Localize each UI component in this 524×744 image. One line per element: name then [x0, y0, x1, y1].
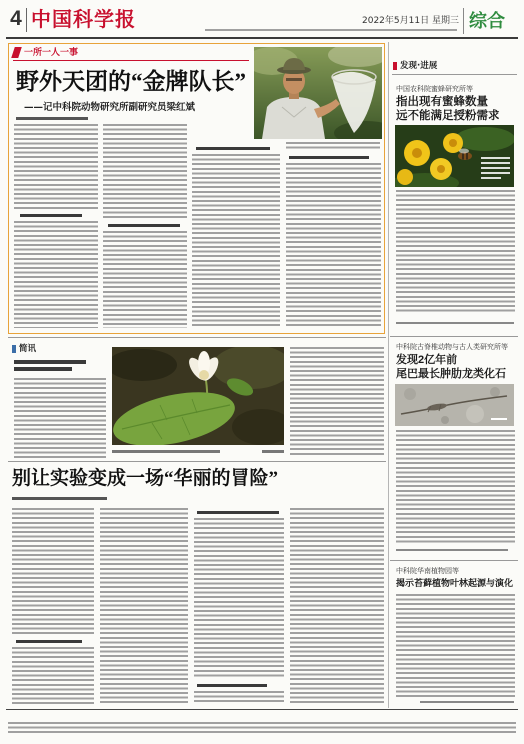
sidebar-rule-2	[390, 560, 518, 561]
news2-headline-line1: 发现2亿年前	[396, 354, 458, 366]
header-rule	[6, 37, 518, 39]
news3-doi-line	[420, 701, 514, 703]
column-label: 一所一人一事	[24, 48, 79, 58]
news2-body	[396, 430, 515, 545]
flower-photo-caption	[112, 450, 220, 453]
brief-headline-line1	[14, 360, 86, 364]
brief-label-marker	[12, 345, 16, 353]
column-divider	[388, 42, 389, 708]
bee-photo	[395, 125, 514, 187]
news1-headline-line1: 指出现有蜜蜂数量	[396, 96, 488, 108]
feature-subhead-2	[108, 224, 180, 227]
column-label-rule	[13, 60, 249, 61]
footer-info	[8, 722, 516, 736]
article2-body-col3b	[194, 691, 284, 705]
feature-body-col2	[103, 124, 187, 220]
masthead: 中国科学报	[31, 9, 136, 31]
section-name: 综合	[469, 11, 505, 31]
feature-photo	[254, 47, 382, 139]
fossil-photo	[395, 384, 514, 426]
article2-subhead-3	[197, 684, 267, 687]
news2-source: 中科院古脊椎动物与古人类研究所等	[396, 343, 508, 351]
feature-body-col2b	[103, 231, 187, 328]
brief-label: 简讯	[19, 344, 37, 354]
page-number: 4	[10, 7, 22, 30]
sidebar-rule-1	[390, 336, 518, 337]
news3-headline: 揭示苔藓植物叶林起源与演化	[396, 578, 514, 588]
article2-body-col1b	[12, 647, 94, 705]
article2-body-col2	[100, 508, 188, 705]
brief-headline-line2	[14, 367, 72, 371]
news1-headline-line2: 远不能满足授粉需求	[396, 110, 500, 122]
brief-body-right	[290, 347, 384, 455]
feature-subhead-3	[196, 147, 270, 150]
sidebar-section-label: 发现·进展	[400, 61, 438, 71]
section-divider	[463, 8, 464, 34]
article2-subhead-2	[197, 511, 279, 514]
sidebar-label-rule	[392, 74, 517, 75]
feature-subhead-4	[289, 156, 369, 159]
article2-body-col1	[12, 508, 94, 634]
news1-doi-line	[396, 322, 514, 324]
feature-headline: 野外天团的“金牌队长”	[16, 69, 246, 94]
news3-body	[396, 594, 515, 698]
feature-body-col1	[14, 124, 98, 210]
feature-byline	[16, 117, 88, 120]
article2-byline	[12, 497, 107, 500]
news2-doi-line	[396, 549, 508, 551]
flower-photo-credit	[262, 450, 284, 453]
brief-top-rule	[8, 337, 386, 338]
news1-source: 中国农科院蜜蜂研究所等	[396, 85, 473, 93]
brief-body-left	[14, 378, 106, 458]
article2-headline: 别让实验变成一场“华丽的冒险”	[12, 468, 279, 489]
article2-body-col3	[194, 518, 284, 678]
feature-body-col4	[286, 163, 381, 328]
article2-body-col4	[290, 508, 384, 705]
news3-source: 中科院华南植物园等	[396, 567, 459, 575]
feature-subtitle: ——记中科院动物研究所副研究员梁红斌	[24, 102, 196, 113]
feature-subhead-1	[20, 214, 82, 217]
sidebar-label-marker	[393, 62, 397, 70]
article2-subhead-1	[16, 640, 82, 643]
editor-info-line	[205, 29, 457, 32]
news2-headline-line2: 尾巴最长肿肋龙类化石	[396, 368, 506, 380]
feature-photo-caption	[286, 142, 380, 151]
page-number-divider	[26, 8, 27, 32]
flower-photo	[112, 347, 284, 445]
feature-body-col1b	[14, 221, 98, 328]
news1-body	[396, 190, 515, 314]
footer-rule	[6, 709, 518, 710]
article2-top-rule	[8, 461, 386, 462]
issue-date: 2022年5月11日 星期三	[362, 16, 459, 26]
feature-body-col3	[192, 154, 280, 328]
